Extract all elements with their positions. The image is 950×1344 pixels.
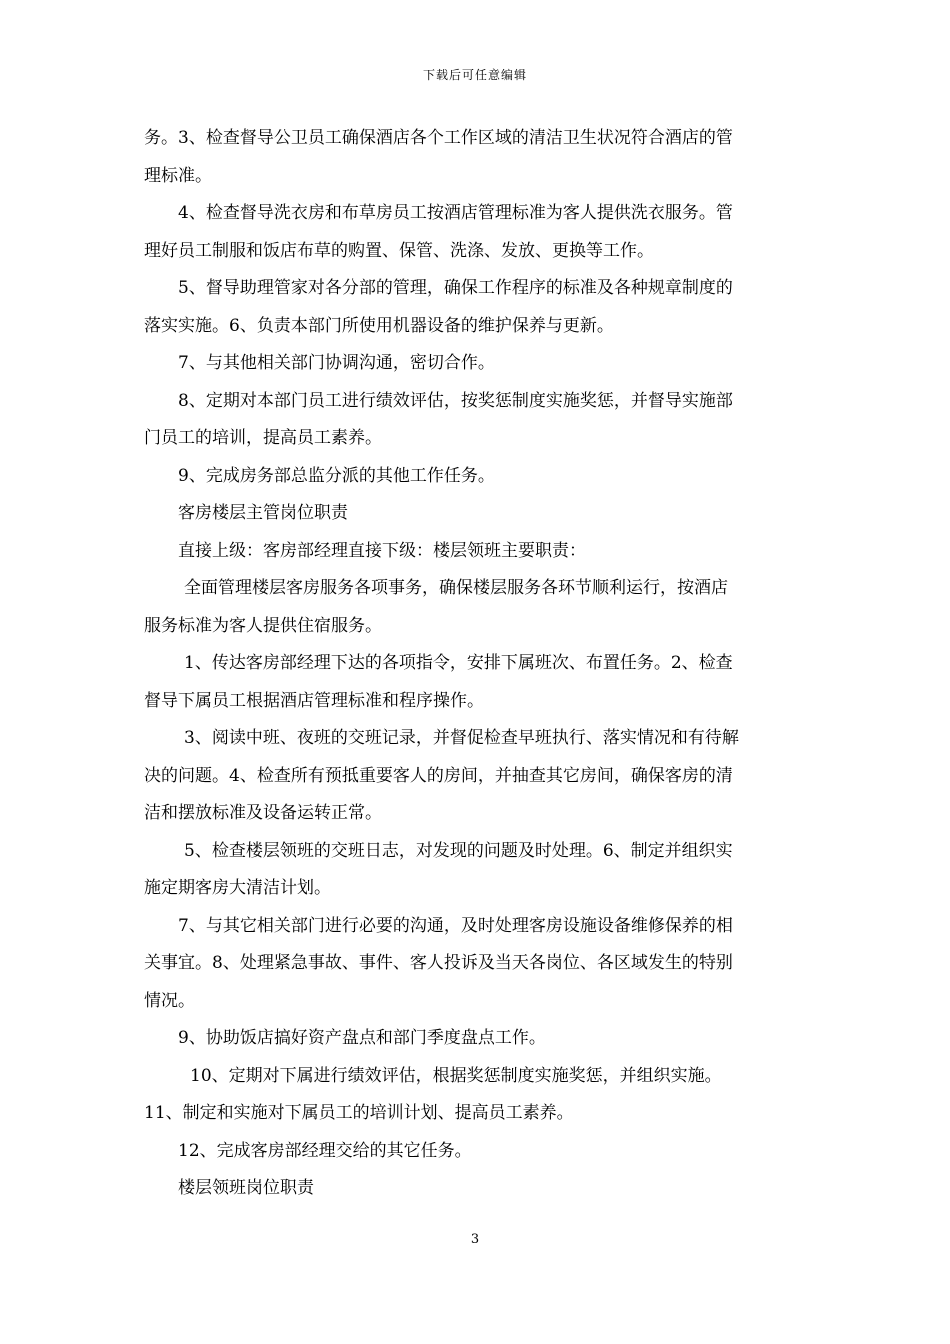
page-number: 3 [470,1232,480,1247]
page-header: 下载后可任意编辑 [422,68,527,82]
text-line: 关事宜。8、处理紧急事故、事件、客人投诉及当天各岗位、各区域发生的特别 [144,953,733,973]
text-line: 3、阅读中班、夜班的交班记录，并督促检查早班执行、落实情况和有待解 [184,728,739,748]
text-line: 直接上级：客房部经理直接下级：楼层领班主要职责： [178,540,586,561]
text-line: 全面管理楼层客房服务各项事务，确保楼层服务各环节顺利运行，按酒店 [184,578,728,598]
text-line: 督导下属员工根据酒店管理标准和程序操作。 [144,690,484,711]
text-line: 10、定期对下属进行绩效评估，根据奖惩制度实施奖惩，并组织实施。 [190,1065,722,1086]
text-line: 理标准。 [144,165,212,186]
section-heading: 楼层领班岗位职责 [178,1178,314,1198]
section-heading: 客房楼层主管岗位职责 [178,503,348,523]
text-line: 5、检查楼层领班的交班日志，对发现的问题及时处理。6、制定并组织实 [184,840,733,861]
text-line: 务。3、检查督导公卫员工确保酒店各个工作区域的清洁卫生状况符合酒店的管 [144,128,733,148]
text-line: 9、协助饭店搞好资产盘点和部门季度盘点工作。 [178,1028,546,1048]
text-line: 洁和摆放标准及设备运转正常。 [144,803,382,823]
text-line: 门员工的培训，提高员工素养。 [144,428,382,448]
text-line: 7、与其它相关部门进行必要的沟通，及时处理客房设施设备维修保养的相 [178,915,733,936]
text-line: 1、传达客房部经理下达的各项指令，安排下属班次、布置任务。2、检查 [184,653,733,673]
text-line: 8、定期对本部门员工进行绩效评估，按奖惩制度实施奖惩，并督导实施部 [178,390,733,411]
text-line: 4、检查督导洗衣房和布草房员工按酒店管理标准为客人提供洗衣服务。管 [178,203,733,223]
text-line: 理好员工制服和饭店布草的购置、保管、洗涤、发放、更换等工作。 [144,240,654,261]
text-line: 服务标准为客人提供住宿服务。 [144,615,382,636]
text-line: 决的问题。4、检查所有预抵重要客人的房间，并抽查其它房间，确保客房的清 [144,765,733,786]
text-line: 情况。 [144,990,195,1011]
text-line: 12、完成客房部经理交给的其它任务。 [178,1140,472,1161]
text-line: 5、督导助理管家对各分部的管理，确保工作程序的标准及各种规章制度的 [178,278,733,298]
text-line: 落实实施。6、负责本部门所使用机器设备的维护保养与更新。 [144,315,614,336]
text-line: 11、制定和实施对下属员工的培训计划、提高员工素养。 [144,1103,574,1123]
document-body [144,120,824,1208]
text-line: 7、与其他相关部门协调沟通，密切合作。 [178,353,495,373]
text-line: 9、完成房务部总监分派的其他工作任务。 [178,465,495,486]
text-line: 施定期客房大清洁计划。 [144,878,331,898]
